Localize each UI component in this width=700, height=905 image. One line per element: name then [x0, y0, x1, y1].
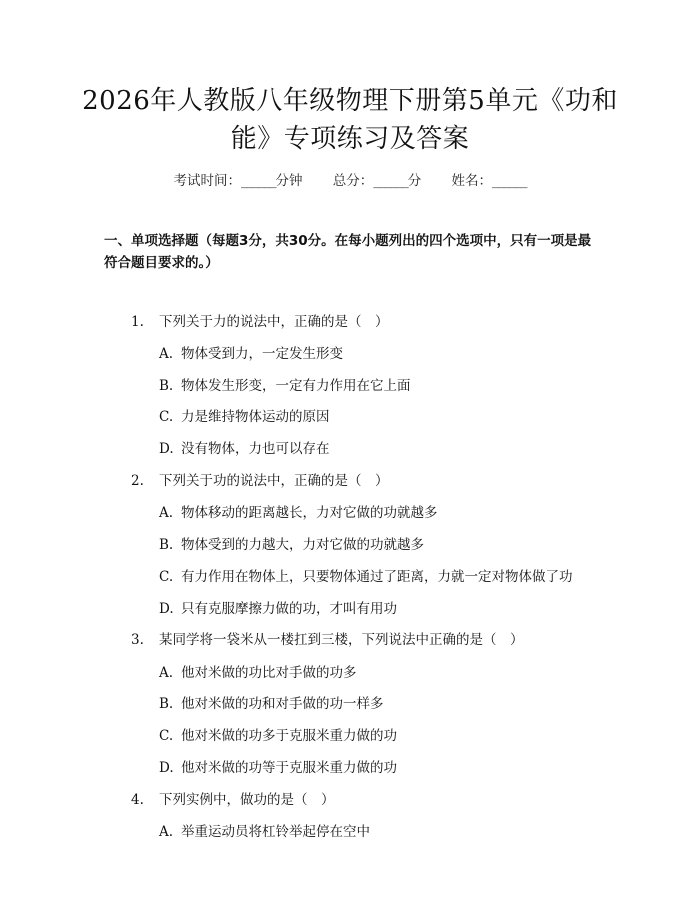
document-title: 2026年人教版八年级物理下册第5单元《功和能》专项练习及答案 — [82, 86, 618, 154]
question-number: 4. — [131, 792, 144, 808]
option-label: A. — [159, 824, 174, 840]
question-number: 2. — [131, 473, 144, 489]
option-text: 力是维持物体运动的原因 — [181, 409, 330, 425]
option-label: D. — [159, 441, 174, 457]
option-label: B. — [159, 696, 174, 712]
question-4 — [131, 791, 335, 809]
option-label: A. — [159, 346, 174, 362]
question-3 — [131, 631, 524, 649]
question-text: 下列关于力的说法中，正确的是（ ） — [159, 314, 389, 330]
option-text: 物体发生形变，一定有力作用在它上面 — [181, 378, 411, 394]
option-3a — [159, 664, 357, 682]
option-text: 他对米做的功比对手做的功多 — [181, 665, 357, 681]
exam-info-line — [0, 172, 700, 190]
score-unit: 分 — [407, 173, 422, 189]
option-3c — [159, 727, 397, 745]
option-label: C. — [159, 728, 174, 744]
option-text: 物体受到的力越大，力对它做的功就越多 — [181, 537, 424, 553]
option-label: C. — [159, 409, 174, 425]
option-2c — [159, 568, 573, 586]
option-4a — [159, 823, 370, 841]
score-label: 总分： — [332, 173, 374, 189]
option-2b — [159, 536, 424, 554]
option-label: A. — [159, 665, 174, 681]
exam-time-unit: 分钟 — [275, 173, 303, 189]
option-label: B. — [159, 378, 174, 394]
question-1 — [131, 313, 389, 331]
option-label: D. — [159, 601, 174, 617]
option-text: 没有物体，力也可以存在 — [181, 441, 330, 457]
exam-time-label: 考试时间： — [173, 173, 241, 189]
score-blank: ______ — [373, 173, 408, 189]
question-2 — [131, 472, 389, 490]
option-1d — [159, 440, 330, 458]
option-label: A. — [159, 505, 174, 521]
question-text: 某同学将一袋米从一楼扛到三楼，下列说法中正确的是（ ） — [159, 632, 524, 648]
question-number: 3. — [131, 632, 144, 648]
option-3d — [159, 759, 397, 777]
option-2d — [159, 600, 397, 618]
option-text: 举重运动员将杠铃举起停在空中 — [181, 824, 370, 840]
score-field — [333, 173, 422, 189]
option-1c — [159, 408, 330, 426]
exam-time-field — [173, 173, 302, 189]
name-label: 姓名： — [451, 173, 493, 189]
option-1a — [159, 345, 343, 363]
option-label: C. — [159, 569, 174, 585]
option-2a — [159, 504, 438, 522]
option-3b — [159, 695, 384, 713]
name-blank: ______ — [492, 173, 527, 189]
question-number: 1. — [131, 314, 144, 330]
name-field — [452, 173, 527, 189]
option-text: 他对米做的功和对手做的功一样多 — [181, 696, 384, 712]
option-text: 物体受到力，一定发生形变 — [181, 346, 343, 362]
question-text: 下列实例中，做功的是（ ） — [159, 792, 335, 808]
option-label: D. — [159, 760, 174, 776]
option-text: 只有克服摩擦力做的功，才叫有用功 — [181, 601, 397, 617]
option-label: B. — [159, 537, 174, 553]
option-text: 他对米做的功多于克服米重力做的功 — [181, 728, 397, 744]
section-heading: 一、单项选择题（每题3分，共30分。在每小题列出的四个选项中，只有一项是最符合题目要求的。） — [104, 233, 592, 271]
exam-time-blank: ______ — [240, 173, 276, 189]
option-text: 物体移动的距离越长，力对它做的功就越多 — [181, 505, 438, 521]
option-text: 有力作用在物体上，只要物体通过了距离，力就一定对物体做了功 — [181, 569, 573, 585]
question-text: 下列关于功的说法中，正确的是（ ） — [159, 473, 389, 489]
option-text: 他对米做的功等于克服米重力做的功 — [181, 760, 397, 776]
option-1b — [159, 377, 411, 395]
